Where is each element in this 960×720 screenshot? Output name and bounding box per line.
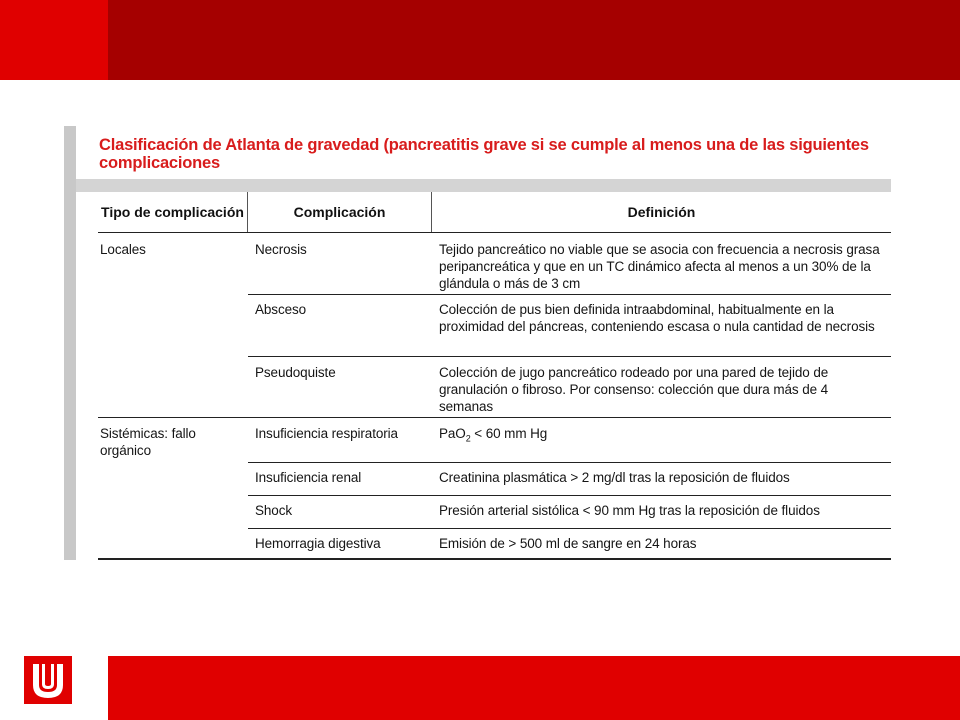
- group-type-label: Sistémicas: fallo orgánico: [100, 426, 196, 458]
- definition-cell: [439, 425, 891, 448]
- table-header: [98, 192, 891, 233]
- definition-cell: Colección de pus bien definida intraabdominal, habitualmente en la proximidad del páncreas, conteniendo escasa o nula cantidad de necrosis: [439, 302, 875, 334]
- definition-cell: Colección de jugo pancreático rodeado por una pared de tejido de granulación o fibroso. Por consenso: colección que dura más de 4 semanas: [439, 365, 829, 414]
- pao2-label: PaO: [439, 426, 466, 441]
- row-separator: [248, 294, 891, 295]
- title-divider: [76, 179, 891, 192]
- table-bottom-rule: [98, 558, 891, 560]
- row-separator: [248, 495, 891, 496]
- side-rule: [64, 126, 76, 560]
- definition-cell: Emisión de > 500 ml de sangre en 24 horas: [439, 536, 697, 551]
- header-complicacion: Complicación: [293, 204, 386, 220]
- complication-cell: Hemorragia digestiva: [255, 536, 381, 551]
- complication-cell: Absceso: [255, 302, 307, 317]
- definition-cell: Tejido pancreático no viable que se asocia con frecuencia a necrosis grasa peripancreática y que en un TC dinámico afecta al menos a un 30% de la glándula o más de 3 cm: [439, 242, 880, 291]
- row-separator: [248, 462, 891, 463]
- row-separator: [248, 356, 891, 357]
- u-logo-icon: [24, 656, 72, 704]
- complication-cell: Necrosis: [255, 242, 307, 257]
- header-definicion: Definición: [627, 204, 696, 220]
- bottom-banner: [108, 656, 960, 720]
- complication-cell: Insuficiencia respiratoria: [255, 426, 398, 441]
- top-banner: [0, 0, 960, 80]
- slide-title: Clasificación de Atlanta de gravedad (pancreatitis grave si se cumple al menos una de las siguientes complicaciones: [99, 136, 869, 172]
- group-sistemicas: [98, 418, 891, 560]
- row-separator: [248, 528, 891, 529]
- complication-cell: Shock: [255, 503, 293, 518]
- top-accent-block: [0, 0, 108, 80]
- definition-cell: Presión arterial sistólica < 90 mm Hg tras la reposición de fluidos: [439, 503, 820, 518]
- header-tipo: Tipo de complicación: [101, 204, 244, 220]
- pao2-threshold: < 60 mm Hg: [470, 426, 548, 441]
- complication-cell: Pseudoquiste: [255, 365, 336, 380]
- complication-cell: Insuficiencia renal: [255, 470, 362, 485]
- group-locales: [98, 233, 891, 417]
- definition-cell: Creatinina plasmática > 2 mg/dl tras la reposición de fluidos: [439, 470, 790, 485]
- pao2-subscript: 2: [465, 433, 471, 444]
- atlanta-classification-table: [98, 192, 891, 560]
- group-type-label: Locales: [100, 242, 146, 257]
